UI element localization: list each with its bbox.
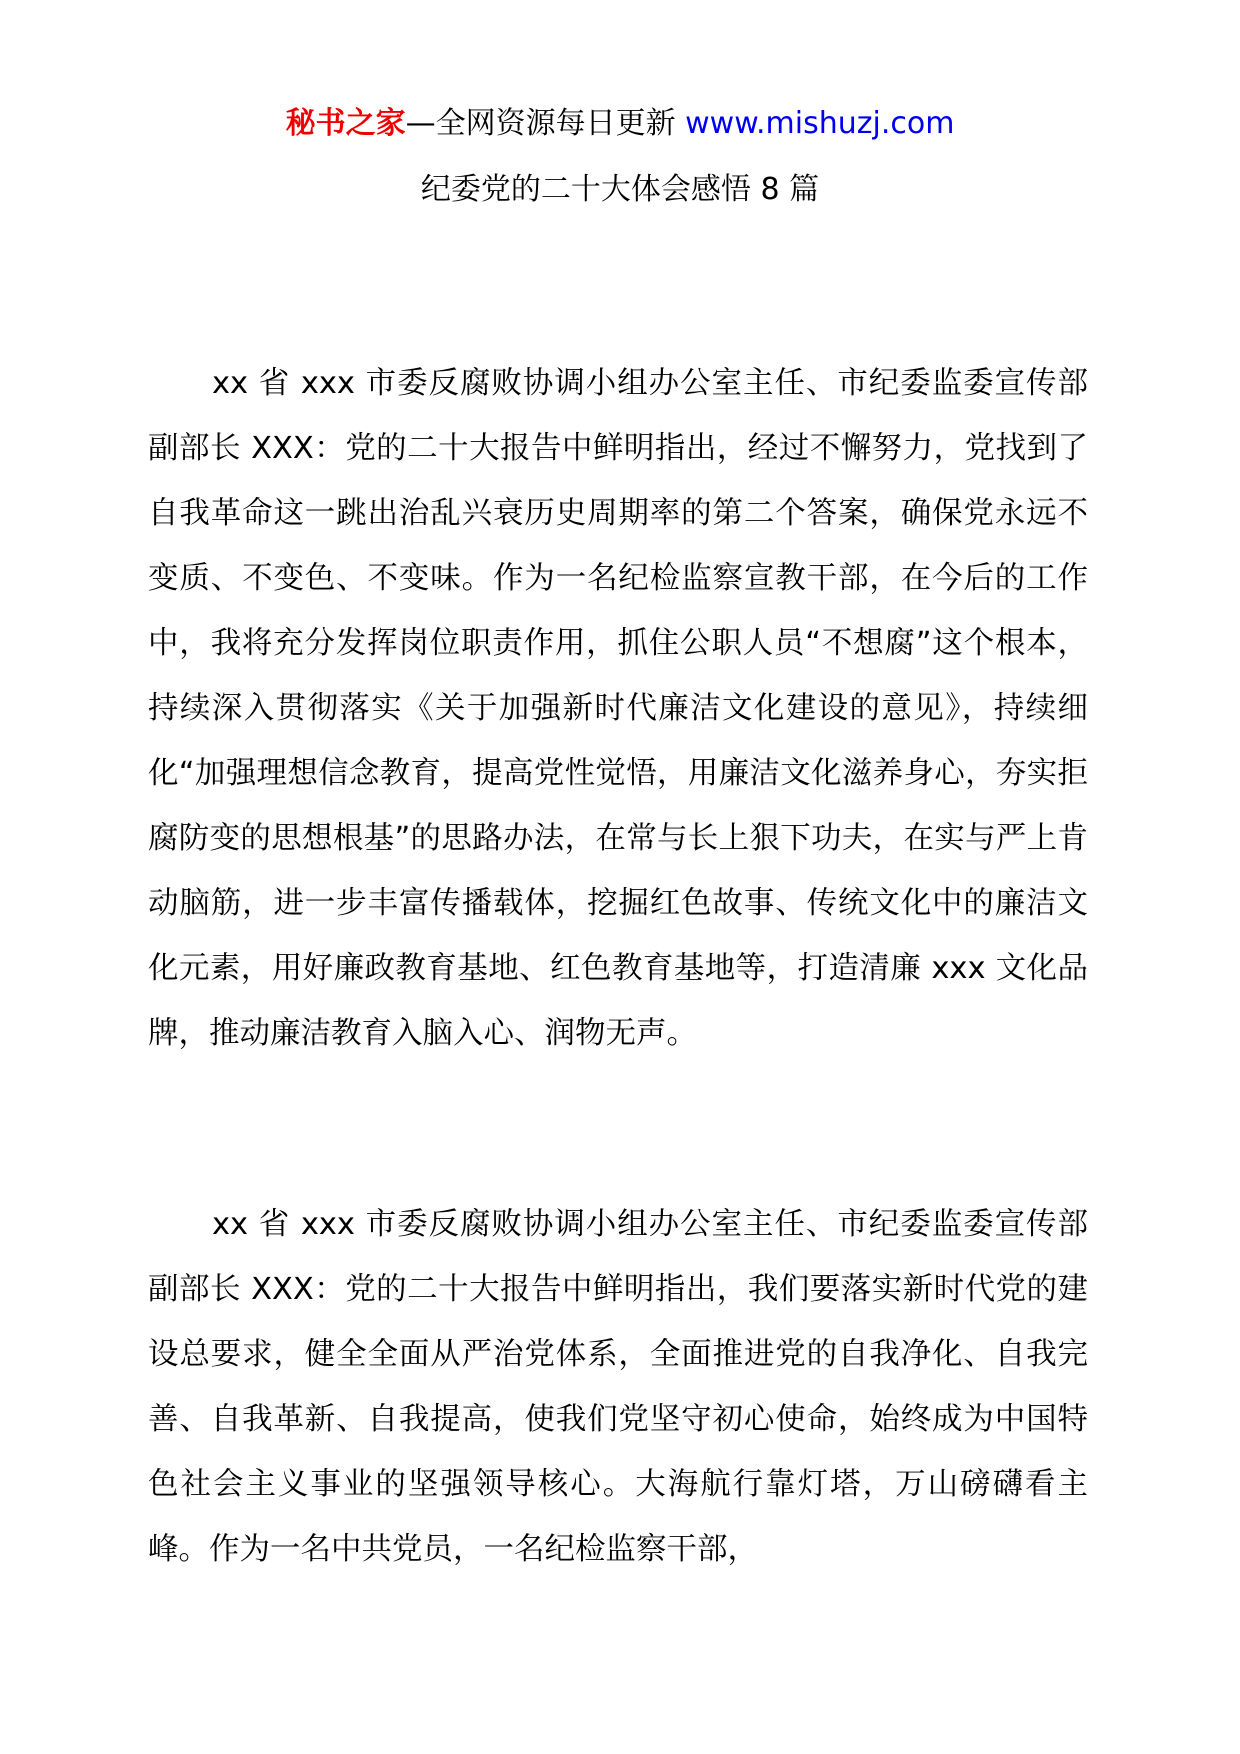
body-paragraph: xx 省 xxx 市委反腐败协调小组办公室主任、市纪委监委宣传部副部长 XXX：党的二十大报告中鲜明指出，我们要落实新时代党的建设总要求，健全全面从严治党体系，全面推进党的自我净化、自我完善、自我革新、自我提高，使我们党坚守初心使命，始终成为中国特色社会主义事业的坚强领导核心。大海航行靠灯塔，万山磅礴看主峰。作为一名中共党员，一名纪检监察干部， [148,1207,1088,1567]
site-tagline: —全网资源每日更新 [405,106,686,141]
site-header [0,102,1240,146]
brand-name: 秘书之家 [285,106,406,141]
document-title: 纪委党的二十大体会感悟 8 篇 [420,172,820,207]
site-url-link[interactable]: www.mishuzj.com [685,106,955,141]
body-paragraph: xx 省 xxx 市委反腐败协调小组办公室主任、市纪委监委宣传部副部长 XXX：党的二十大报告中鲜明指出，经过不懈努力，党找到了自我革命这一跳出治乱兴衰历史周期率的第二个答案，确保党永远不变质、不变色、不变味。作为一名纪检监察宣教干部，在今后的工作中，我将充分发挥岗位职责作用，抓住公职人员“不想腐”这个根本，持续深入贯彻落实《关于加强新时代廉洁文化建设的意见》，持续细化“加强理想信念教育，提高党性觉悟，用廉洁文化滋养身心，夯实拒腐防变的思想根基”的思路办法，在常与长上狠下功夫，在实与严上肯动脑筋，进一步丰富传播载体，挖掘红色故事、传统文化中的廉洁文化元素，用好廉政教育基地、红色教育基地等，打造清廉 xxx 文化品牌，推动廉洁教育入脑入心、润物无声。 [148,366,1088,1051]
